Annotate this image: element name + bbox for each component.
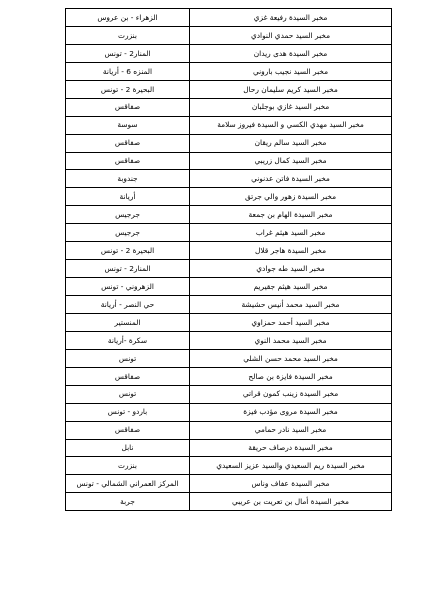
table-row [66, 385, 392, 403]
location-cell: البحيرة 2 - تونس [66, 80, 190, 98]
location-cell: بنزرت [66, 26, 190, 44]
location-cell: صفاقس [66, 134, 190, 152]
table-row [66, 367, 392, 385]
lab-name-cell: مخبر السيدة هاجر قلال [190, 242, 392, 260]
location-cell: جرجيس [66, 224, 190, 242]
table-row [66, 206, 392, 224]
table-row [66, 278, 392, 296]
table-row [66, 98, 392, 116]
lab-name-cell: مخبر السيد أحمد حمزاوي [190, 313, 392, 331]
lab-name-cell: مخبر السيد هيثم جقيريم [190, 278, 392, 296]
lab-name-cell: مخبر السيد مهدي الكسي و السيدة فيروز سلامة [190, 116, 392, 134]
lab-name-cell: مخبر السيدة رفيعة غزي [190, 9, 392, 27]
location-cell: صفاقس [66, 367, 190, 385]
lab-name-cell: مخبر السيدة فايزة بن صالح [190, 367, 392, 385]
table-row [66, 349, 392, 367]
location-cell: المنار2 - تونس [66, 44, 190, 62]
location-cell: المنستير [66, 313, 190, 331]
location-cell: سوسة [66, 116, 190, 134]
lab-name-cell: مخبر السيدة زهور والي جرتق [190, 188, 392, 206]
table-row [66, 242, 392, 260]
location-cell: تونس [66, 385, 190, 403]
table-row [66, 457, 392, 475]
location-cell: بنزرت [66, 457, 190, 475]
table-row [66, 475, 392, 493]
lab-name-cell: مخبر السيدة الهام بن جمعة [190, 206, 392, 224]
table-row [66, 26, 392, 44]
location-cell: تونس [66, 349, 190, 367]
lab-name-cell: مخبر السيدة هدى ريدان [190, 44, 392, 62]
lab-name-cell: مخبر السيدة درصاف حريقة [190, 439, 392, 457]
location-cell: جربة [66, 493, 190, 511]
table-row [66, 260, 392, 278]
table-row [66, 421, 392, 439]
table-row [66, 44, 392, 62]
lab-name-cell: مخبر السيدة فاتن عدنوني [190, 170, 392, 188]
location-cell: الزهروني - تونس [66, 278, 190, 296]
location-cell: باردو - تونس [66, 403, 190, 421]
lab-name-cell: مخبر السيدة عفاف وناس [190, 475, 392, 493]
table-row [66, 313, 392, 331]
lab-name-cell: مخبر السيد كمال زريبي [190, 152, 392, 170]
table-row [66, 134, 392, 152]
location-cell: حي النصر - أريانة [66, 296, 190, 314]
lab-name-cell: مخبر السيدة ريم السعيدي والسيد عزيز السعيدي [190, 457, 392, 475]
lab-name-cell: مخبر السيد هيثم غراب [190, 224, 392, 242]
lab-name-cell: مخبر السيد كريم سليمان رحال [190, 80, 392, 98]
table-row [66, 62, 392, 80]
lab-name-cell: مخبر السيد نجيب باروني [190, 62, 392, 80]
lab-name-cell: مخبر السيدة زينب كمون قراتي [190, 385, 392, 403]
location-cell: صفاقس [66, 98, 190, 116]
location-cell: صفاقس [66, 421, 190, 439]
table-row [66, 9, 392, 27]
location-cell: أريانة [66, 188, 190, 206]
table-row [66, 170, 392, 188]
table-row [66, 152, 392, 170]
location-cell: صفاقس [66, 152, 190, 170]
table-row [66, 188, 392, 206]
location-cell: جندوبة [66, 170, 190, 188]
lab-name-cell: مخبر السيد محمد النوي [190, 331, 392, 349]
location-cell: نابل [66, 439, 190, 457]
lab-name-cell: مخبر السيد محمد حسن الشلي [190, 349, 392, 367]
location-cell: المركز العمراني الشمالي - تونس [66, 475, 190, 493]
lab-name-cell: مخبر السيد نادر حمامي [190, 421, 392, 439]
lab-name-cell: مخبر السيد حمدي النوادي [190, 26, 392, 44]
location-cell: المنار2 - تونس [66, 260, 190, 278]
lab-name-cell: مخبر السيد غازي بوجلبان [190, 98, 392, 116]
lab-name-cell: مخبر السيدة مروى مؤدب فيزة [190, 403, 392, 421]
table-row [66, 116, 392, 134]
lab-name-cell: مخبر السيد سالم ريقان [190, 134, 392, 152]
labs-table-body [66, 9, 392, 511]
location-cell: البحيرة 2 - تونس [66, 242, 190, 260]
table-row [66, 331, 392, 349]
labs-table [65, 8, 392, 511]
location-cell: المنزه 6 - أريانة [66, 62, 190, 80]
location-cell: جرجيس [66, 206, 190, 224]
location-cell: الزهراء - بن عروس [66, 9, 190, 27]
table-row [66, 403, 392, 421]
lab-name-cell: مخبر السيد طه جوادي [190, 260, 392, 278]
table-row [66, 296, 392, 314]
lab-name-cell: مخبر السيد محمد أنيس حشيشة [190, 296, 392, 314]
table-row [66, 439, 392, 457]
lab-name-cell: مخبر السيدة أمال بن تعريت بن عريبي [190, 493, 392, 511]
table-row [66, 80, 392, 98]
table-row [66, 493, 392, 511]
location-cell: سكرة -أريانة [66, 331, 190, 349]
table-row [66, 224, 392, 242]
